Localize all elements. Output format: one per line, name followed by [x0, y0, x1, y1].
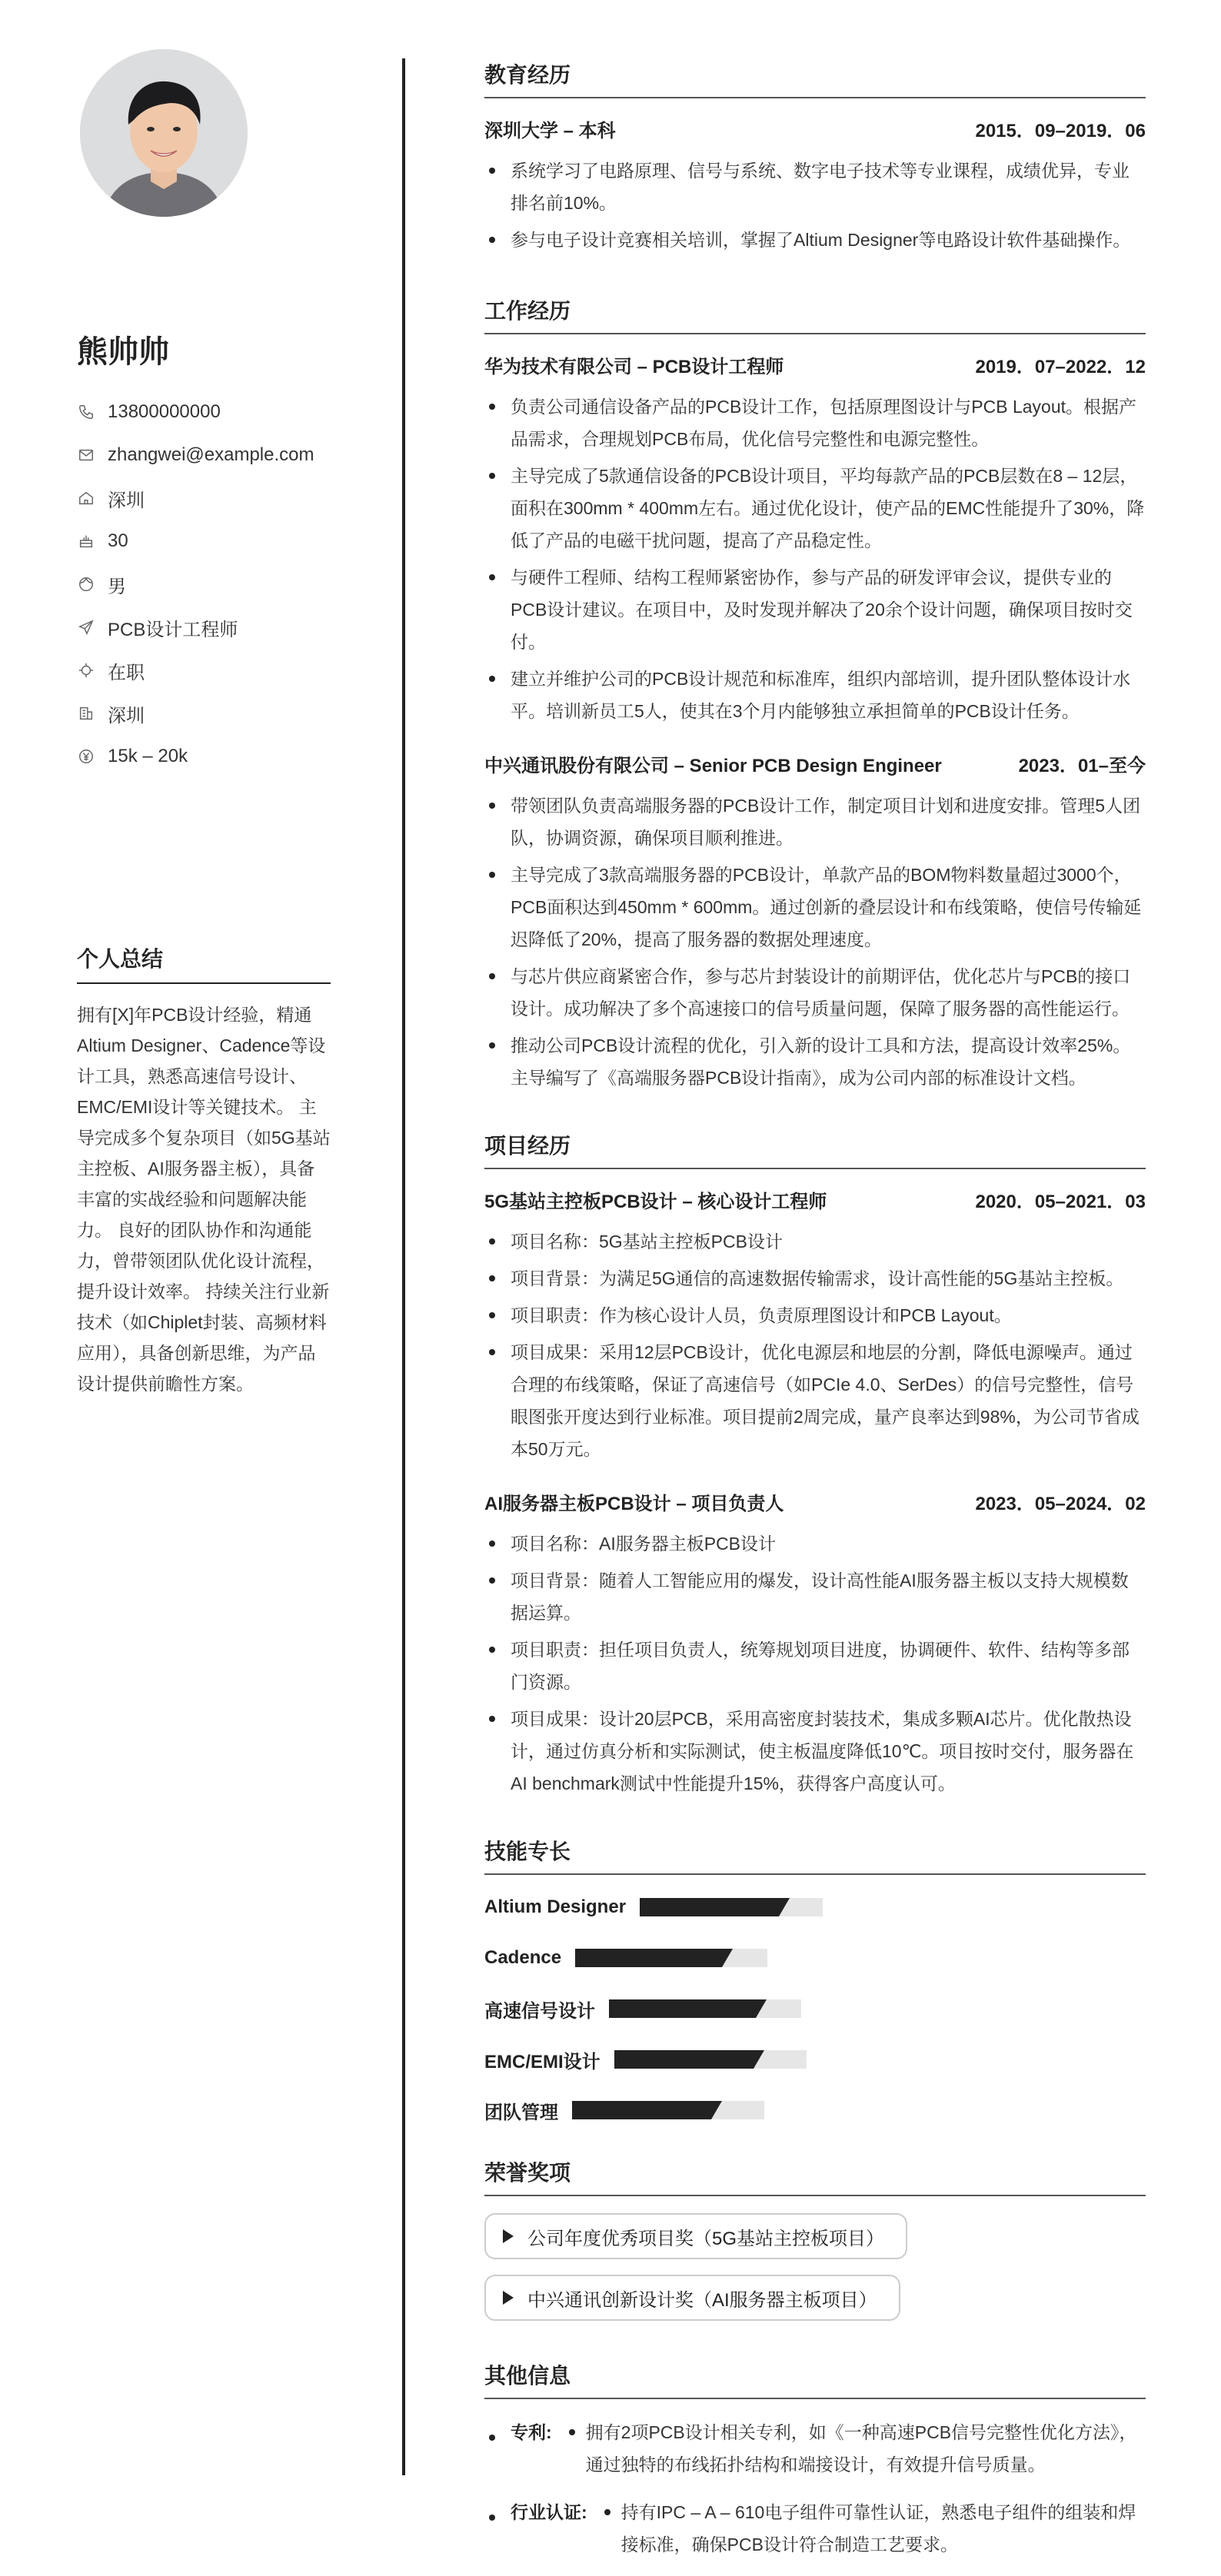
- bullet-list: [484, 391, 1146, 727]
- section-title: 教育经历: [484, 58, 1146, 98]
- work-entry: [484, 351, 1146, 727]
- project-entry: [484, 1186, 1146, 1465]
- skill-label: 高速信号设计: [484, 2000, 595, 2022]
- other-section: [484, 2359, 1146, 2561]
- candidate-name: 熊帅帅: [77, 335, 169, 369]
- entry-date: 2023．01–至今: [1018, 756, 1146, 776]
- list-item: 系统学习了电路原理、信号与系统、数字电子技术等专业课程，成绩优异，专业排名前10%。: [484, 155, 1146, 219]
- status-icon: [77, 661, 95, 680]
- contact-text: 15k – 20k: [108, 746, 188, 766]
- skill-bar-fill: [572, 2101, 722, 2119]
- contact-text: 男: [108, 576, 126, 597]
- main-content: [484, 58, 1146, 2576]
- skill-bar: [614, 2050, 807, 2069]
- award-label: 公司年度优秀项目奖（5G基站主控板项目）: [527, 2228, 885, 2249]
- list-item: 主导完成了5款通信设备的PCB设计项目，平均每款产品的PCB层数在8 – 12层，面积在300mm * 400mm左右。通过优化设计，使产品的EMC性能提升了30%，降低了产品的电磁干扰问题，提高了产品稳定性。: [484, 460, 1146, 557]
- list-item: 项目名称：AI服务器主板PCB设计: [484, 1527, 1146, 1560]
- skill-bar-notch: [754, 2050, 764, 2069]
- contact-city: [77, 477, 314, 520]
- other-key: 专利:: [511, 2422, 552, 2442]
- list-item: 带领团队负责高端服务器的PCB设计工作，制定项目计划和进度安排。管理5人团队，协调资源，确保项目顺利推进。: [484, 789, 1146, 854]
- skill-bar-notch: [711, 2101, 722, 2119]
- contact-work-city: [77, 692, 314, 735]
- list-item: 与硬件工程师、结构工程师紧密协作，参与产品的研发评审会议，提供专业的PCB设计建议。在项目中，及时发现并解决了20余个设计问题，确保项目按时交付。: [484, 561, 1146, 658]
- entry-header: [484, 115, 1146, 142]
- gender-icon: [77, 575, 95, 593]
- award-item[interactable]: [484, 2275, 1146, 2336]
- skill-bar: [575, 1949, 767, 1967]
- award-toggle[interactable]: [484, 2213, 907, 2259]
- bullet-list: [484, 1527, 1146, 1800]
- section-title: 其他信息: [484, 2359, 1146, 2399]
- skill-bar-notch: [722, 1949, 733, 1967]
- award-label: 中兴通讯创新设计奖（AI服务器主板项目）: [527, 2289, 877, 2311]
- list-item: 项目成果：设计20层PCB，采用高密度封装技术，集成多颗AI芯片。优化散热设计，通过仿真分析和实际测试，使主板温度降低10℃。项目按时交付，服务器在AI benchmark测试中性能提升15%，获得客户高度认可。: [484, 1703, 1146, 1800]
- caret-right-icon: [503, 2229, 514, 2243]
- education-entry: [484, 115, 1146, 256]
- skill-bar-notch: [756, 1999, 767, 2018]
- caret-right-icon: [503, 2291, 514, 2305]
- bullet-list: [484, 155, 1146, 256]
- work-entry: [484, 750, 1146, 1094]
- skill-bar: [640, 1898, 823, 1916]
- entry-header: [484, 351, 1146, 378]
- contact-text: 在职: [108, 662, 145, 683]
- projects-section: [484, 1129, 1146, 1800]
- contact-age: [77, 520, 314, 563]
- mail-icon: [77, 446, 95, 464]
- contact-text: 30: [108, 530, 128, 551]
- list-item: 项目职责：担任项目负责人，统筹规划项目进度，协调硬件、软件、结构等多部门资源。: [484, 1634, 1146, 1698]
- other-value: 持有IPC – A – 610电子组件可靠性认证，熟悉电子组件的组装和焊接标准，确保PCB设计符合制造工艺要求。: [601, 2496, 1146, 2561]
- list-item: 与芯片供应商紧密合作，参与芯片封装设计的前期评估，优化芯片与PCB的接口设计。成功解决了多个高速接口的信号质量问题，保障了服务器的高性能运行。: [484, 960, 1146, 1025]
- contact-phone: [77, 391, 314, 434]
- list-item: 建立并维护公司的PCB设计规范和标准库，组织内部培训，提升团队整体设计水平。培训新员工5人，使其在3个月内能够独立承担简单的PCB设计任务。: [484, 663, 1146, 727]
- home-icon: [77, 489, 95, 507]
- contact-salary: [77, 735, 314, 778]
- section-title: 技能专长: [484, 1835, 1146, 1875]
- list-item: 项目背景：为满足5G通信的高速数据传输需求，设计高性能的5G基站主控板。: [484, 1262, 1146, 1295]
- skill-bar: [609, 1999, 801, 2018]
- contact-list: [77, 391, 314, 778]
- skill-item: [484, 2095, 823, 2126]
- entry-date: 2019．07–2022．12: [975, 357, 1146, 377]
- phone-icon: [77, 403, 95, 421]
- skill-item: [484, 2044, 823, 2075]
- skill-label: Altium Designer: [484, 1896, 627, 1917]
- skills-section: [484, 1835, 1146, 2126]
- entry-title: 华为技术有限公司 – PCB设计工程师: [484, 357, 784, 377]
- bullet-dot: [484, 2496, 511, 2561]
- award-toggle[interactable]: [484, 2275, 900, 2321]
- list-item: 推动公司PCB设计流程的优化，引入新的设计工具和方法，提高设计效率25%。主导编写了《高端服务器PCB设计指南》，成为公司内部的标准设计文档。: [484, 1029, 1146, 1094]
- award-item[interactable]: [484, 2213, 1146, 2275]
- skill-bar-fill: [575, 1949, 733, 1967]
- skill-bar-fill: [614, 2050, 764, 2069]
- skill-bar-fill: [609, 1999, 767, 2018]
- bullet-dot: [484, 2416, 511, 2481]
- send-icon: [77, 618, 95, 637]
- entry-title: AI服务器主板PCB设计 – 项目负责人: [484, 1494, 784, 1514]
- section-title: 荣誉奖项: [484, 2156, 1146, 2196]
- list-item: 项目成果：采用12层PCB设计，优化电源层和地层的分割，降低电源噪声。通过合理的布线策略，保证了高速信号（如PCIe 4.0、SerDes）的信号完整性，信号眼图张开度达到行业标准。项目提前2周完成，量产良率达到98%，为公司节省成本50万元。: [484, 1336, 1146, 1465]
- salary-icon: [77, 747, 95, 766]
- skill-label: 团队管理: [484, 2102, 558, 2123]
- entry-header: [484, 750, 1146, 777]
- skill-item: [484, 1943, 823, 1973]
- skill-label: EMC/EMI设计: [484, 2051, 601, 2072]
- skill-bar-fill: [640, 1898, 790, 1916]
- contact-text: 深圳: [108, 705, 145, 726]
- list-item: 负责公司通信设备产品的PCB设计工作，包括原理图设计与PCB Layout。根据产品需求，合理规划PCB布局，优化信号完整性和电源完整性。: [484, 391, 1146, 455]
- cake-icon: [77, 532, 95, 550]
- contact-gender: [77, 563, 314, 606]
- entry-header: [484, 1488, 1146, 1515]
- sidebar: [0, 0, 400, 2534]
- awards-section: [484, 2156, 1146, 2336]
- contact-position: [77, 606, 314, 649]
- skill-item: [484, 1993, 823, 2024]
- education-section: [484, 58, 1146, 256]
- avatar: [80, 49, 248, 217]
- contact-text: 13800000000: [108, 401, 221, 422]
- other-key: 行业认证:: [511, 2502, 587, 2522]
- other-item: [484, 2416, 1146, 2481]
- building-icon: [77, 704, 95, 723]
- summary-title: 个人总结: [77, 942, 331, 984]
- skill-bar-notch: [779, 1898, 790, 1916]
- list-item: 项目背景：随着人工智能应用的爆发，设计高性能AI服务器主板以支持大规模数据运算。: [484, 1564, 1146, 1629]
- entry-title: 深圳大学 – 本科: [484, 121, 616, 141]
- skill-label: Cadence: [484, 1947, 562, 1968]
- list-item: 项目名称：5G基站主控板PCB设计: [484, 1225, 1146, 1258]
- entry-title: 中兴通讯股份有限公司 – Senior PCB Design Engineer: [484, 756, 942, 776]
- section-title: 工作经历: [484, 294, 1146, 334]
- skill-item: [484, 1892, 823, 1923]
- contact-status: [77, 649, 314, 692]
- list-item: 参与电子设计竞赛相关培训，掌握了Altium Designer等电路设计软件基础操作。: [484, 224, 1146, 256]
- entry-header: [484, 1186, 1146, 1213]
- project-entry: [484, 1488, 1146, 1800]
- entry-date: 2015．09–2019．06: [975, 121, 1146, 141]
- section-title: 项目经历: [484, 1129, 1146, 1169]
- contact-email: [77, 434, 314, 477]
- contact-text: 深圳: [108, 490, 145, 511]
- list-item: 主导完成了3款高端服务器的PCB设计，单款产品的BOM物料数量超过3000个，PCB面积达到450mm * 600mm。通过创新的叠层设计和布线策略，使信号传输延迟降低了20%，提高了服务器的数据处理速度。: [484, 859, 1146, 956]
- skills-list: [484, 1892, 1146, 2126]
- other-item: [484, 2496, 1146, 2561]
- list-item: 项目职责：作为核心设计人员，负责原理图设计和PCB Layout。: [484, 1299, 1146, 1331]
- avatar-portrait-icon: [80, 49, 248, 217]
- other-value: 拥有2项PCB设计相关专利，如《一种高速PCB信号完整性优化方法》，通过独特的布线拓扑结构和端接设计，有效提升信号质量。: [566, 2416, 1146, 2481]
- bullet-list: [484, 1225, 1146, 1465]
- vertical-divider: [402, 58, 405, 2475]
- contact-text: PCB设计工程师: [108, 619, 238, 640]
- contact-text: zhangwei@example.com: [108, 444, 314, 465]
- entry-date: 2023．05–2024．02: [975, 1494, 1146, 1514]
- entry-date: 2020．05–2021．03: [975, 1192, 1146, 1212]
- summary-text: 拥有[X]年PCB设计经验，精通Altium Designer、Cadence等设计工具，熟悉高速信号设计、EMC/EMI设计等关键技术。 主导完成多个复杂项目（如5G基站主控板、AI服务器主板），具备丰富的实战经验和问题解决能力。 良好的团队协作和沟通能力，曾带领团队优化设计流程，提升设计效率。 持续关注行业新技术（如Chiplet封装、高频材料应用），具备创新思维，为产品设计提供前瞻性方案。: [77, 1005, 331, 1394]
- work-section: [484, 294, 1146, 1094]
- skill-bar: [572, 2101, 764, 2119]
- bullet-list: [484, 789, 1146, 1094]
- entry-title: 5G基站主控板PCB设计 – 核心设计工程师: [484, 1192, 827, 1212]
